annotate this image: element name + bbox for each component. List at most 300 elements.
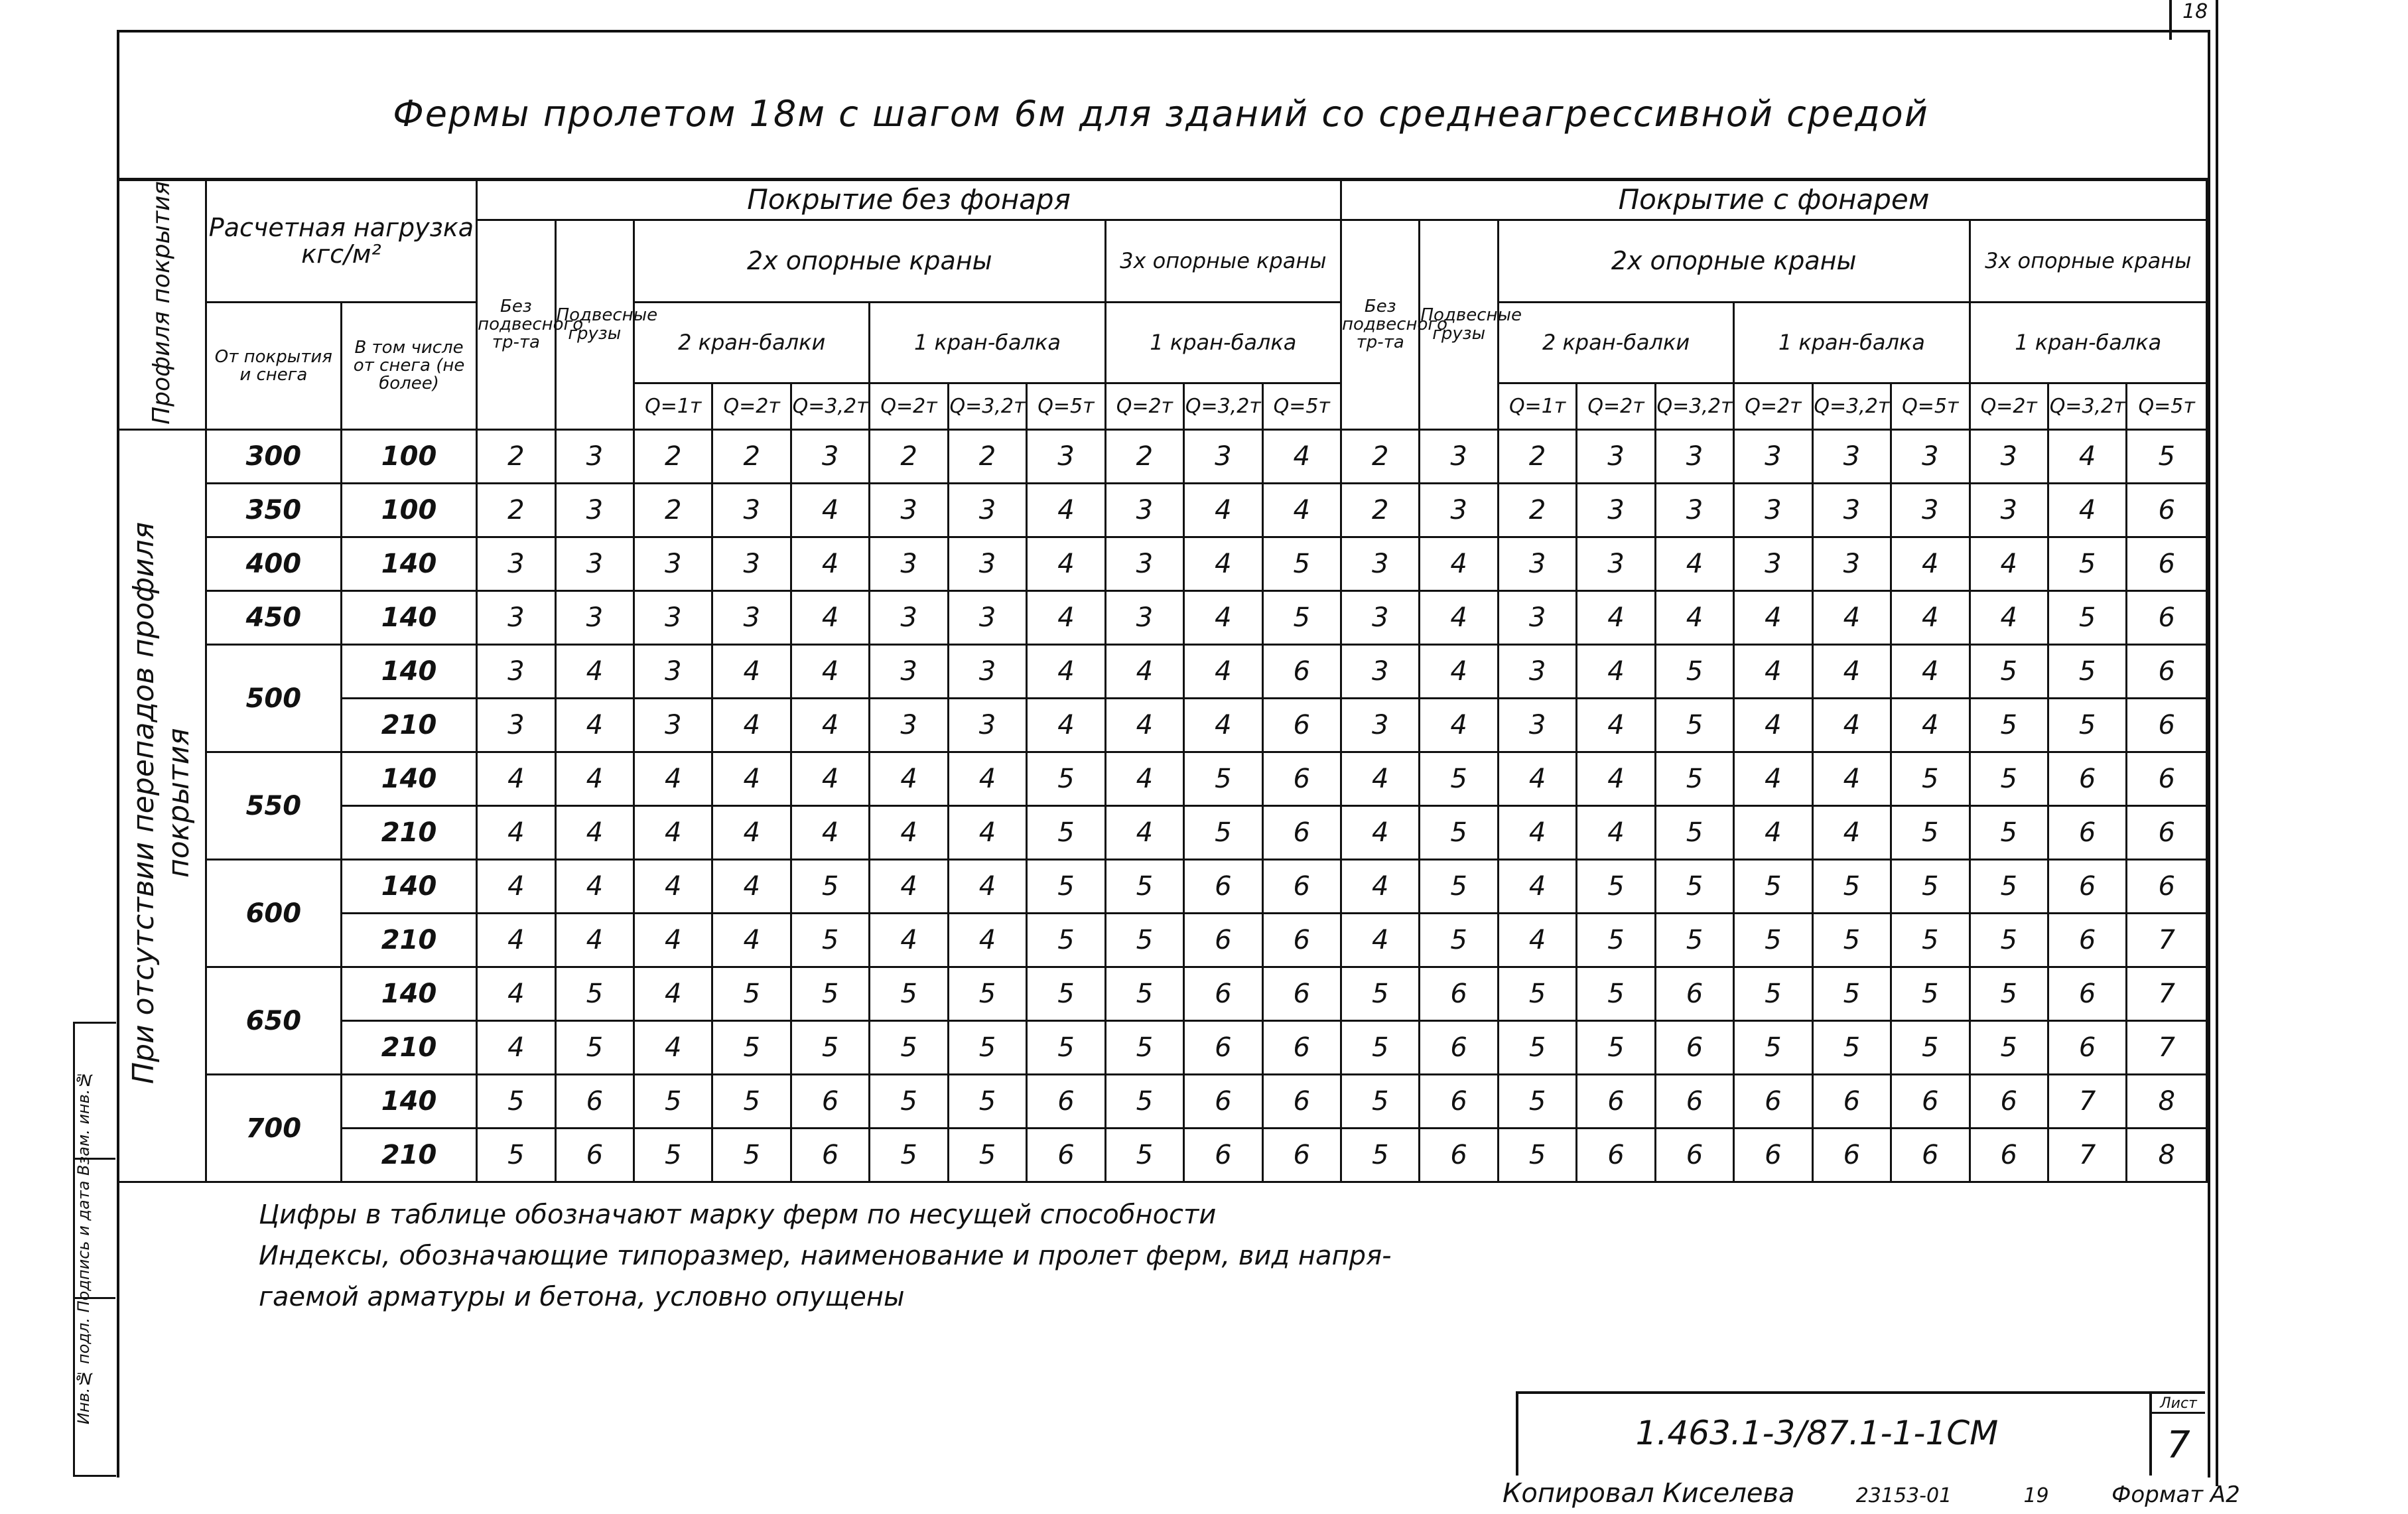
mark-cell: 6 bbox=[1891, 1129, 1970, 1182]
mark-cell: 4 bbox=[1498, 914, 1576, 967]
mark-cell: 4 bbox=[948, 806, 1026, 860]
mark-cell: 6 bbox=[2048, 967, 2126, 1021]
mark-cell: 5 bbox=[870, 967, 948, 1021]
mark-cell: 6 bbox=[1184, 860, 1262, 914]
two-beam-header-b: 2 кран-балки bbox=[1498, 303, 1733, 383]
mark-cell: 3 bbox=[1498, 699, 1576, 752]
table-row bbox=[118, 645, 2207, 699]
one-beam-header-b: 1 кран-балка bbox=[1734, 303, 1970, 383]
mark-cell: 4 bbox=[1577, 752, 1655, 806]
mark-cell: 4 bbox=[1734, 645, 1812, 699]
mark-cell: 4 bbox=[948, 860, 1026, 914]
mark-cell: 4 bbox=[555, 860, 634, 914]
sheet-number: 7 bbox=[2167, 1424, 2190, 1467]
mark-cell: 5 bbox=[2048, 699, 2126, 752]
mark-cell: 7 bbox=[2127, 967, 2207, 1021]
mark-cell: 4 bbox=[1341, 914, 1420, 967]
mark-cell: 6 bbox=[2048, 1021, 2126, 1075]
mark-cell: 5 bbox=[1420, 860, 1498, 914]
mark-cell: 4 bbox=[1027, 537, 1105, 591]
mark-cell: 5 bbox=[870, 1129, 948, 1182]
mark-cell: 6 bbox=[1184, 1075, 1262, 1129]
mark-cell: 4 bbox=[634, 752, 712, 806]
mark-cell: 4 bbox=[1577, 645, 1655, 699]
mark-cell: 5 bbox=[791, 967, 869, 1021]
mark-cell: 4 bbox=[1812, 645, 1891, 699]
mark-cell: 6 bbox=[1812, 1129, 1891, 1182]
mark-cell: 5 bbox=[1655, 914, 1733, 967]
table-row bbox=[118, 860, 2207, 914]
snow-cell: 210 bbox=[341, 699, 476, 752]
mark-cell: 6 bbox=[1262, 1021, 1341, 1075]
mark-cell: 5 bbox=[1970, 752, 2048, 806]
snow-cell: 140 bbox=[341, 752, 476, 806]
table-row bbox=[118, 699, 2207, 752]
mark-cell: 4 bbox=[712, 860, 791, 914]
mark-cell: 3 bbox=[1498, 645, 1576, 699]
mark-cell: 3 bbox=[1105, 537, 1183, 591]
mark-cell: 5 bbox=[1891, 806, 1970, 860]
mark-cell: 4 bbox=[1891, 699, 1970, 752]
mark-cell: 3 bbox=[791, 430, 869, 484]
mark-cell: 3 bbox=[477, 537, 555, 591]
mark-cell: 5 bbox=[477, 1075, 555, 1129]
snow-cell: 140 bbox=[341, 967, 476, 1021]
mark-cell: 4 bbox=[477, 752, 555, 806]
mark-cell: 5 bbox=[555, 1021, 634, 1075]
mark-cell: 6 bbox=[1262, 752, 1341, 806]
mark-cell: 2 bbox=[634, 484, 712, 537]
mark-cell: 3 bbox=[555, 591, 634, 645]
mark-cell: 3 bbox=[634, 699, 712, 752]
snow-cell: 140 bbox=[341, 537, 476, 591]
mark-cell: 6 bbox=[555, 1129, 634, 1182]
note-line: гаемой арматуры и бетона, условно опущены bbox=[259, 1282, 905, 1312]
mark-cell: 3 bbox=[948, 484, 1026, 537]
frame-border-top-tick bbox=[2169, 0, 2172, 40]
mark-cell: 4 bbox=[1341, 806, 1420, 860]
mark-cell: 4 bbox=[2048, 430, 2126, 484]
snow-cell: 140 bbox=[341, 1075, 476, 1129]
q-capacity-header: Q=3,2т bbox=[1184, 383, 1262, 430]
mark-cell: 2 bbox=[1498, 484, 1576, 537]
mark-cell: 6 bbox=[1262, 1129, 1341, 1182]
load-cell: 500 bbox=[206, 645, 341, 752]
mark-cell: 5 bbox=[1734, 1021, 1812, 1075]
snow-cell: 100 bbox=[341, 430, 476, 484]
mark-cell: 3 bbox=[712, 537, 791, 591]
mark-cell: 4 bbox=[1420, 699, 1498, 752]
q-capacity-header: Q=1т bbox=[634, 383, 712, 430]
mark-cell: 6 bbox=[1184, 967, 1262, 1021]
mark-cell: 5 bbox=[870, 1021, 948, 1075]
mark-cell: 3 bbox=[1655, 430, 1733, 484]
mark-cell: 4 bbox=[1105, 806, 1183, 860]
one-beam-header-a3: 1 кран-балка bbox=[1105, 303, 1341, 383]
mark-cell: 3 bbox=[1655, 484, 1733, 537]
mark-cell: 6 bbox=[2127, 752, 2207, 806]
table-row bbox=[118, 591, 2207, 645]
sheet-box bbox=[2149, 1394, 2205, 1476]
mark-cell: 6 bbox=[1970, 1129, 2048, 1182]
mark-cell: 5 bbox=[1262, 537, 1341, 591]
mark-cell: 6 bbox=[1420, 1075, 1498, 1129]
mark-cell: 3 bbox=[1577, 484, 1655, 537]
mark-cell: 2 bbox=[634, 430, 712, 484]
mark-cell: 4 bbox=[1184, 591, 1262, 645]
mark-cell: 3 bbox=[948, 699, 1026, 752]
mark-cell: 2 bbox=[1498, 430, 1576, 484]
two-beam-header-a: 2 кран-балки bbox=[634, 303, 870, 383]
mark-cell: 6 bbox=[1420, 967, 1498, 1021]
mark-cell: 6 bbox=[1655, 967, 1733, 1021]
mark-cell: 6 bbox=[791, 1129, 869, 1182]
mark-cell: 6 bbox=[1420, 1021, 1498, 1075]
mark-cell: 5 bbox=[2048, 591, 2126, 645]
mark-cell: 5 bbox=[1184, 752, 1262, 806]
mark-cell: 4 bbox=[1498, 806, 1576, 860]
frame-border-right bbox=[2216, 0, 2218, 1486]
mark-cell: 5 bbox=[1027, 1021, 1105, 1075]
mark-cell: 5 bbox=[1577, 914, 1655, 967]
mark-cell: 4 bbox=[1734, 591, 1812, 645]
mark-cell: 3 bbox=[1812, 430, 1891, 484]
from-cover-header: От покрытия и снега bbox=[206, 303, 341, 430]
mark-cell: 6 bbox=[1655, 1129, 1733, 1182]
mark-cell: 5 bbox=[1577, 967, 1655, 1021]
mark-cell: 5 bbox=[1105, 967, 1183, 1021]
mark-cell: 3 bbox=[1577, 537, 1655, 591]
document-code: 1.463.1-3/87.1-1-1СМ bbox=[1635, 1414, 1999, 1452]
load-cell: 300 bbox=[206, 430, 341, 484]
q-capacity-header: Q=2т bbox=[1105, 383, 1183, 430]
mark-cell: 7 bbox=[2048, 1075, 2126, 1129]
top-sheet-number: 18 bbox=[2182, 0, 2208, 23]
mark-cell: 4 bbox=[555, 806, 634, 860]
mark-cell: 4 bbox=[1184, 484, 1262, 537]
side-stamp-text: Инв.№ подл. Подпись и дата Взам. инв.№ bbox=[74, 1070, 93, 1424]
q-capacity-header: Q=3,2т bbox=[948, 383, 1026, 430]
hanging-loads-header-b: Подвесные грузы bbox=[1420, 220, 1498, 430]
mark-cell: 6 bbox=[555, 1075, 634, 1129]
mark-cell: 4 bbox=[1105, 645, 1183, 699]
mark-cell: 5 bbox=[712, 1075, 791, 1129]
mark-cell: 3 bbox=[1970, 430, 2048, 484]
mark-cell: 3 bbox=[1105, 484, 1183, 537]
mark-cell: 4 bbox=[2048, 484, 2126, 537]
mark-cell: 4 bbox=[555, 752, 634, 806]
mark-cell: 4 bbox=[1655, 537, 1733, 591]
q-capacity-header: Q=2т bbox=[1970, 383, 2048, 430]
mark-cell: 4 bbox=[634, 914, 712, 967]
mark-cell: 5 bbox=[1262, 591, 1341, 645]
mark-cell: 6 bbox=[1262, 806, 1341, 860]
mark-cell: 4 bbox=[1891, 645, 1970, 699]
mark-cell: 5 bbox=[1420, 752, 1498, 806]
mark-cell: 5 bbox=[1498, 1075, 1576, 1129]
mark-cell: 4 bbox=[791, 645, 869, 699]
mark-cell: 6 bbox=[1891, 1075, 1970, 1129]
mark-cell: 5 bbox=[712, 1129, 791, 1182]
q-capacity-header: Q=3,2т bbox=[2048, 383, 2126, 430]
mark-cell: 5 bbox=[1655, 806, 1733, 860]
mark-cell: 4 bbox=[1577, 591, 1655, 645]
mark-cell: 4 bbox=[634, 1021, 712, 1075]
mark-cell: 5 bbox=[948, 1021, 1026, 1075]
mark-cell: 4 bbox=[870, 860, 948, 914]
mark-cell: 2 bbox=[477, 430, 555, 484]
mark-cell: 3 bbox=[948, 537, 1026, 591]
mark-cell: 4 bbox=[477, 806, 555, 860]
mark-cell: 4 bbox=[791, 537, 869, 591]
mark-cell: 4 bbox=[634, 967, 712, 1021]
order-number: 23153-01 bbox=[1855, 1484, 1952, 1507]
mark-cell: 5 bbox=[1812, 967, 1891, 1021]
one-beam-header-b3: 1 кран-балка bbox=[1970, 303, 2207, 383]
mark-cell: 3 bbox=[1341, 591, 1420, 645]
mark-cell: 3 bbox=[1891, 484, 1970, 537]
mark-cell: 6 bbox=[1262, 914, 1341, 967]
of-which-header: В том числе от снега (не более) bbox=[341, 303, 476, 430]
mark-cell: 4 bbox=[1027, 591, 1105, 645]
mark-cell: 6 bbox=[1655, 1075, 1733, 1129]
mark-cell: 5 bbox=[1184, 806, 1262, 860]
table-row bbox=[118, 537, 2207, 591]
mark-cell: 5 bbox=[791, 1021, 869, 1075]
mark-cell: 5 bbox=[1105, 1021, 1183, 1075]
mark-cell: 4 bbox=[1262, 430, 1341, 484]
mark-cell: 4 bbox=[1891, 591, 1970, 645]
mark-cell: 4 bbox=[791, 484, 869, 537]
mark-cell: 3 bbox=[634, 591, 712, 645]
without-hanging-header-b: Без подвесного тр-та bbox=[1341, 220, 1420, 430]
table-row bbox=[118, 914, 2207, 967]
q-capacity-header: Q=2т bbox=[712, 383, 791, 430]
snow-cell: 140 bbox=[341, 591, 476, 645]
mark-cell: 3 bbox=[1577, 430, 1655, 484]
mark-cell: 5 bbox=[1812, 860, 1891, 914]
mark-cell: 5 bbox=[1498, 967, 1576, 1021]
mark-cell: 6 bbox=[1262, 699, 1341, 752]
mark-cell: 6 bbox=[1655, 1021, 1733, 1075]
support3-header-a: 3х опорные краны bbox=[1105, 220, 1341, 303]
mark-cell: 5 bbox=[1105, 860, 1183, 914]
mark-cell: 3 bbox=[712, 591, 791, 645]
mark-cell: 2 bbox=[1341, 430, 1420, 484]
mark-cell: 4 bbox=[1184, 699, 1262, 752]
drawing-title: Фермы пролетом 18м с шагом 6м для зданий со среднеагрессивной средой bbox=[393, 93, 1929, 135]
q-capacity-header: Q=2т bbox=[1577, 383, 1655, 430]
mark-cell: 5 bbox=[1970, 699, 2048, 752]
mark-cell: 5 bbox=[2127, 430, 2207, 484]
mark-cell: 6 bbox=[1577, 1075, 1655, 1129]
q-capacity-header: Q=5т bbox=[1262, 383, 1341, 430]
one-beam-header-a: 1 кран-балка bbox=[870, 303, 1105, 383]
hanging-loads-header-a: Подвесные грузы bbox=[555, 220, 634, 430]
mark-cell: 5 bbox=[1577, 860, 1655, 914]
mark-cell: 6 bbox=[2127, 645, 2207, 699]
truss-marks-table bbox=[117, 179, 2208, 1183]
mark-cell: 4 bbox=[791, 752, 869, 806]
mark-cell: 5 bbox=[712, 1021, 791, 1075]
mark-cell: 4 bbox=[791, 806, 869, 860]
q-capacity-header: Q=5т bbox=[1027, 383, 1105, 430]
mark-cell: 4 bbox=[870, 752, 948, 806]
snow-cell: 210 bbox=[341, 914, 476, 967]
mark-cell: 6 bbox=[1812, 1075, 1891, 1129]
mark-cell: 2 bbox=[712, 430, 791, 484]
mark-cell: 3 bbox=[1812, 484, 1891, 537]
mark-cell: 3 bbox=[1498, 591, 1576, 645]
profile-header: Профиля покрытия bbox=[118, 180, 206, 430]
mark-cell: 3 bbox=[477, 591, 555, 645]
page-number: 19 bbox=[2023, 1484, 2049, 1507]
mark-cell: 6 bbox=[2127, 806, 2207, 860]
mark-cell: 3 bbox=[948, 591, 1026, 645]
mark-cell: 5 bbox=[1655, 645, 1733, 699]
mark-cell: 3 bbox=[555, 430, 634, 484]
load-cell: 350 bbox=[206, 484, 341, 537]
mark-cell: 5 bbox=[555, 967, 634, 1021]
with-lantern-header: Покрытие с фонарем bbox=[1341, 180, 2207, 220]
q-capacity-header: Q=3,2т bbox=[791, 383, 869, 430]
mark-cell: 3 bbox=[1970, 484, 2048, 537]
table-row bbox=[118, 806, 2207, 860]
mark-cell: 3 bbox=[1734, 484, 1812, 537]
q-capacity-header: Q=3,2т bbox=[1655, 383, 1733, 430]
mark-cell: 5 bbox=[1341, 1129, 1420, 1182]
mark-cell: 4 bbox=[1734, 806, 1812, 860]
mark-cell: 5 bbox=[1498, 1021, 1576, 1075]
mark-cell: 5 bbox=[948, 1129, 1026, 1182]
snow-cell: 140 bbox=[341, 860, 476, 914]
copied-by: Копировал Киселева bbox=[1503, 1478, 1795, 1509]
mark-cell: 4 bbox=[1970, 537, 2048, 591]
mark-cell: 4 bbox=[477, 967, 555, 1021]
mark-cell: 5 bbox=[2048, 645, 2126, 699]
mark-cell: 3 bbox=[870, 645, 948, 699]
table-row bbox=[118, 1129, 2207, 1182]
load-cell: 600 bbox=[206, 860, 341, 967]
mark-cell: 4 bbox=[555, 699, 634, 752]
table-row bbox=[118, 967, 2207, 1021]
mark-cell: 4 bbox=[477, 914, 555, 967]
table-row bbox=[118, 484, 2207, 537]
mark-cell: 4 bbox=[1812, 752, 1891, 806]
mark-cell: 6 bbox=[2048, 806, 2126, 860]
mark-cell: 4 bbox=[1420, 537, 1498, 591]
mark-cell: 8 bbox=[2127, 1129, 2207, 1182]
snow-cell: 210 bbox=[341, 806, 476, 860]
mark-cell: 4 bbox=[555, 645, 634, 699]
q-capacity-header: Q=2т bbox=[1734, 383, 1812, 430]
load-cell: 550 bbox=[206, 752, 341, 860]
load-cell: 650 bbox=[206, 967, 341, 1075]
mark-cell: 6 bbox=[2048, 914, 2126, 967]
mark-cell: 4 bbox=[1420, 645, 1498, 699]
mark-cell: 5 bbox=[1027, 914, 1105, 967]
mark-cell: 6 bbox=[1420, 1129, 1498, 1182]
mark-cell: 4 bbox=[1341, 752, 1420, 806]
mark-cell: 3 bbox=[1420, 484, 1498, 537]
mark-cell: 3 bbox=[870, 484, 948, 537]
mark-cell: 4 bbox=[634, 806, 712, 860]
q-capacity-header: Q=5т bbox=[1891, 383, 1970, 430]
mark-cell: 4 bbox=[712, 752, 791, 806]
mark-cell: 4 bbox=[1498, 860, 1576, 914]
mark-cell: 4 bbox=[1891, 537, 1970, 591]
support3-header-b: 3х опорные краны bbox=[1970, 220, 2207, 303]
mark-cell: 4 bbox=[948, 914, 1026, 967]
mark-cell: 7 bbox=[2127, 914, 2207, 967]
snow-cell: 210 bbox=[341, 1129, 476, 1182]
mark-cell: 6 bbox=[2048, 860, 2126, 914]
mark-cell: 3 bbox=[555, 537, 634, 591]
mark-cell: 3 bbox=[712, 484, 791, 537]
mark-cell: 5 bbox=[1891, 914, 1970, 967]
mark-cell: 4 bbox=[870, 914, 948, 967]
mark-cell: 5 bbox=[1970, 645, 2048, 699]
mark-cell: 7 bbox=[2048, 1129, 2126, 1182]
mark-cell: 5 bbox=[1420, 914, 1498, 967]
mark-cell: 4 bbox=[1184, 645, 1262, 699]
mark-cell: 4 bbox=[1498, 752, 1576, 806]
mark-cell: 6 bbox=[1184, 914, 1262, 967]
mark-cell: 6 bbox=[791, 1075, 869, 1129]
mark-cell: 5 bbox=[870, 1075, 948, 1129]
mark-cell: 5 bbox=[1812, 914, 1891, 967]
mark-cell: 5 bbox=[1341, 967, 1420, 1021]
load-cell: 400 bbox=[206, 537, 341, 591]
q-capacity-header: Q=3,2т bbox=[1812, 383, 1891, 430]
mark-cell: 6 bbox=[1027, 1075, 1105, 1129]
mark-cell: 5 bbox=[1655, 860, 1733, 914]
mark-cell: 6 bbox=[2127, 699, 2207, 752]
mark-cell: 3 bbox=[870, 537, 948, 591]
mark-cell: 5 bbox=[1970, 860, 2048, 914]
mark-cell: 5 bbox=[1970, 1021, 2048, 1075]
mark-cell: 5 bbox=[948, 967, 1026, 1021]
sheet-label: Лист bbox=[2152, 1395, 2205, 1414]
mark-cell: 4 bbox=[634, 860, 712, 914]
mark-cell: 5 bbox=[634, 1129, 712, 1182]
footer bbox=[1503, 1478, 2240, 1509]
mark-cell: 5 bbox=[1970, 914, 2048, 967]
mark-cell: 5 bbox=[1891, 1021, 1970, 1075]
mark-cell: 4 bbox=[1420, 591, 1498, 645]
mark-cell: 6 bbox=[1184, 1021, 1262, 1075]
mark-cell: 5 bbox=[1027, 806, 1105, 860]
mark-cell: 2 bbox=[948, 430, 1026, 484]
mark-cell: 4 bbox=[1027, 699, 1105, 752]
mark-cell: 3 bbox=[1812, 537, 1891, 591]
mark-cell: 3 bbox=[634, 537, 712, 591]
mark-cell: 4 bbox=[712, 806, 791, 860]
notes bbox=[259, 1194, 1392, 1318]
mark-cell: 6 bbox=[2127, 860, 2207, 914]
mark-cell: 3 bbox=[1027, 430, 1105, 484]
format-label: Формат А2 bbox=[2111, 1481, 2240, 1508]
mark-cell: 4 bbox=[791, 591, 869, 645]
mark-cell: 2 bbox=[1341, 484, 1420, 537]
mark-cell: 4 bbox=[1105, 752, 1183, 806]
mark-cell: 5 bbox=[1970, 967, 2048, 1021]
mark-cell: 4 bbox=[1184, 537, 1262, 591]
mark-cell: 4 bbox=[870, 806, 948, 860]
support2-header-a: 2х опорные краны bbox=[634, 220, 1106, 303]
mark-cell: 4 bbox=[1105, 699, 1183, 752]
mark-cell: 5 bbox=[477, 1129, 555, 1182]
